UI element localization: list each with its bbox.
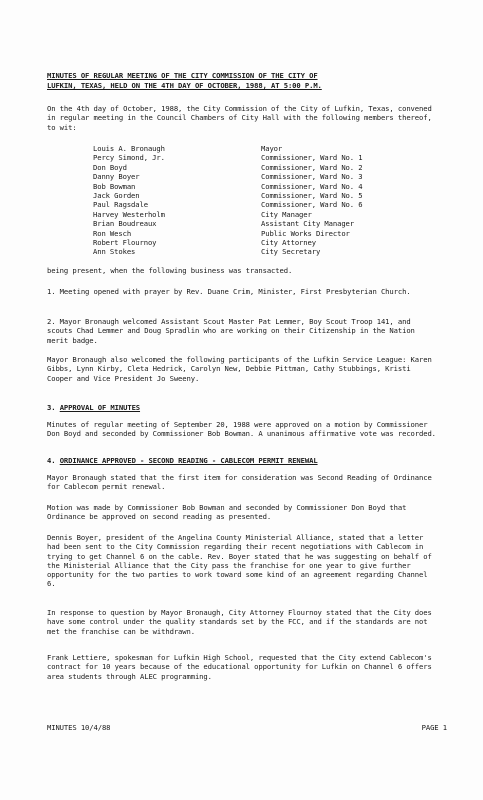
page-footer xyxy=(47,723,447,732)
heading-line-1: MINUTES OF REGULAR MEETING OF THE CITY COMMISSION OF THE CITY OF xyxy=(47,71,318,80)
attendee-row xyxy=(93,163,423,172)
attendee-name: Ron Wesch xyxy=(93,228,132,238)
intro-paragraph: On the 4th day of October, 1988, the City Commission of the City of Lufkin, Texas, convened in regular meeting in the Council Chambers of City Hall with the following members thereof, to wit: xyxy=(47,104,432,132)
attendee-title: City Secretary xyxy=(261,247,321,257)
attendee-name: Brian Boudreaux xyxy=(93,219,157,229)
section-3-heading xyxy=(47,403,437,412)
attendee-title: Commissioner, Ward No. 2 xyxy=(261,162,363,172)
item-1-prayer: 1. Meeting opened with prayer by Rev. Duane Crim, Minister, First Presbyterian Church. xyxy=(47,287,411,296)
attendee-name: Don Boyd xyxy=(93,162,127,172)
attendee-row xyxy=(93,191,423,200)
attendee-row xyxy=(93,172,423,181)
attendee-name: Harvey Westerholm xyxy=(93,209,165,219)
section-3-title: APPROVAL OF MINUTES xyxy=(59,403,141,412)
footer-page-number: PAGE 1 xyxy=(421,723,447,732)
attendee-name: Robert Flournoy xyxy=(93,237,157,247)
section-4-heading xyxy=(47,456,437,465)
section-4-title: ORDINANCE APPROVED - SECOND READING - CABLECOM PERMIT RENEWAL xyxy=(59,456,318,465)
attendee-title: City Attorney xyxy=(261,237,316,247)
attendee-row xyxy=(93,153,423,162)
section-4-number: 4. xyxy=(47,456,56,465)
attendee-row xyxy=(93,238,423,247)
section-4-paragraph-5: Frank Lettiere, spokesman for Lufkin High School, requested that the City extend Cablecom's contract for 10 years because of the educational opportunity for Lufkin on Channel 6 offers area students through ALEC programming. xyxy=(47,653,432,681)
attendee-title: Commissioner, Ward No. 5 xyxy=(261,190,363,200)
attendee-title: Commissioner, Ward No. 4 xyxy=(261,181,363,191)
attendee-title: Commissioner, Ward No. 3 xyxy=(261,172,363,182)
section-4-paragraph-3: Dennis Boyer, president of the Angelina County Ministerial Alliance, stated that a letter had been sent to the City Commission regarding their recent negotiations with Cablecom in trying to get Channel 6 on the cable. Rev. Boyer stated that he was suggesting on behalf of the Ministerial Alliance that the City pass the franchise for one year to give further opportunity for the two parties to work toward some kind of an agreement regarding Channel 6. xyxy=(47,533,432,589)
attendee-title: Mayor xyxy=(261,144,283,153)
attendee-name: Danny Boyer xyxy=(93,172,140,182)
section-4-paragraph-2: Motion was made by Commissioner Bob Bowman and seconded by Commissioner Don Boyd that Ordinance be approved on second reading as presented. xyxy=(47,503,407,522)
attendee-name: Jack Gorden xyxy=(93,190,140,200)
section-4-paragraph-1: Mayor Bronaugh stated that the first item for consideration was Second Reading of Ordinance for Cablecom permit renewal. xyxy=(47,473,432,492)
attendee-row xyxy=(93,144,423,153)
attendee-name: Bob Bowman xyxy=(93,181,136,191)
section-4-paragraph-4: In response to question by Mayor Bronaugh, City Attorney Flournoy stated that the City does have some control under the quality standards set by the FCC, and if the standards are not met the franchise can be withdrawn. xyxy=(47,608,432,636)
heading-line-2: LUFKIN, TEXAS, HELD ON THE 4TH DAY OF OCTOBER, 1988, AT 5:00 P.M. xyxy=(47,81,322,90)
attendee-title: Commissioner, Ward No. 6 xyxy=(261,200,363,210)
attendee-row xyxy=(93,229,423,238)
minutes-heading xyxy=(47,71,442,91)
present-text: being present, when the following business was transacted. xyxy=(47,266,293,275)
footer-minutes-date: MINUTES 10/4/88 xyxy=(47,723,111,732)
attendee-row xyxy=(93,200,423,209)
section-3-body: Minutes of regular meeting of September 20, 1988 were approved on a motion by Commissioner Don Boyd and seconded by Commissioner Bob Bowman. A unanimous affirmative vote was recorded. xyxy=(47,420,436,439)
attendee-title: City Manager xyxy=(261,209,312,219)
attendee-name: Percy Simond, Jr. xyxy=(93,153,165,163)
section-3-number: 3. xyxy=(47,403,56,412)
attendee-title: Assistant City Manager xyxy=(261,219,354,229)
attendee-title: Commissioner, Ward No. 1 xyxy=(261,153,363,163)
attendee-row xyxy=(93,182,423,191)
attendee-row xyxy=(93,247,423,256)
attendee-row xyxy=(93,210,423,219)
attendee-name: Ann Stokes xyxy=(93,247,136,257)
item-2-welcome: 2. Mayor Bronaugh welcomed Assistant Scout Master Pat Lemmer, Boy Scout Troop 141, and scouts Chad Lemmer and Doug Spradlin who are working on their Citizenship in the Nation merit badge. xyxy=(47,317,415,345)
item-2-service-league: Mayor Bronaugh also welcomed the following participants of the Lufkin Service League: Karen Gibbs, Lynn Kirby, Cleta Hedrick, Carolyn New, Debbie Pittman, Cathy Stubbings, Kristi Cooper and Vice President Jo Sweeny. xyxy=(47,355,432,383)
attendee-name: Paul Ragsdale xyxy=(93,200,148,210)
attendee-name: Louis A. Bronaugh xyxy=(93,144,165,153)
attendee-title: Public Works Director xyxy=(261,228,350,238)
attendee-list xyxy=(93,144,423,257)
attendee-row xyxy=(93,219,423,228)
